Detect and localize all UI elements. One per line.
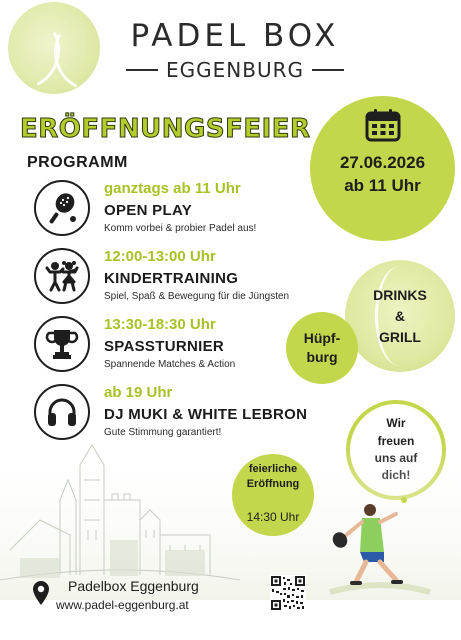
program-time: ganztags ab 11 Uhr	[104, 180, 241, 197]
logo-subtitle: EGGENBURG	[166, 58, 304, 82]
headline: ERÖFFNUNGSFEIER	[20, 114, 311, 144]
opening-line2: Eröffnung	[246, 478, 300, 491]
program-desc: Spannende Matches & Action	[104, 359, 236, 370]
kids-icon	[34, 248, 90, 304]
grill-line: GRILL	[378, 328, 421, 345]
program-title: OPEN PLAY	[104, 202, 193, 219]
padel-racket-icon	[34, 180, 90, 236]
program-title: KINDERTRAINING	[104, 270, 239, 287]
welcome-line1: Wir	[386, 416, 406, 431]
tennis-ball-decoration	[8, 2, 100, 94]
program-item-dj	[34, 384, 344, 448]
headphones-icon	[34, 384, 90, 440]
drinks-grill-badge	[345, 260, 455, 372]
location-pin-icon	[32, 580, 50, 606]
logo-title: PADEL BOX	[130, 18, 340, 54]
huepfburg-line2: burg	[306, 349, 338, 365]
program-desc: Gute Stimmung garantiert!	[104, 427, 222, 438]
logo-rule-left	[126, 69, 158, 71]
program-title: SPASSTURNIER	[104, 338, 225, 355]
venue-name: Padelbox Eggenburg	[68, 578, 199, 594]
program-desc: Komm vorbei & probier Padel aus!	[104, 223, 257, 234]
program-title: DJ MUKI & WHITE LEBRON	[104, 406, 308, 423]
qr-code-icon[interactable]	[270, 575, 306, 611]
program-desc: Spiel, Spaß & Bewegung für die Jüngsten	[104, 291, 290, 302]
program-time: 13:30-18:30 Uhr	[104, 316, 216, 333]
huepfburg-badge	[286, 312, 358, 384]
drinks-line: DRINKS	[373, 286, 427, 303]
calendar-icon	[365, 108, 401, 142]
program-item-kindertraining	[34, 248, 344, 312]
program-time: 12:00-13:00 Uhr	[104, 248, 216, 265]
program-time: ab 19 Uhr	[104, 384, 173, 401]
event-date: 27.06.2026	[339, 153, 426, 172]
event-start-time: ab 11 Uhr	[344, 175, 421, 195]
opening-line1: feierliche	[248, 463, 298, 475]
logo	[110, 18, 360, 82]
logo-rule-right	[312, 69, 344, 71]
drinks-ampersand: &	[394, 307, 406, 324]
trophy-icon	[34, 316, 90, 372]
huepfburg-line1: Hüpf-	[303, 330, 341, 347]
opening-time: 14:30 Uhr	[246, 510, 300, 524]
website-link[interactable]: www.padel-eggenburg.at	[56, 598, 189, 612]
programm-title: PROGRAMM	[27, 154, 128, 171]
program-item-open-play	[34, 180, 344, 244]
